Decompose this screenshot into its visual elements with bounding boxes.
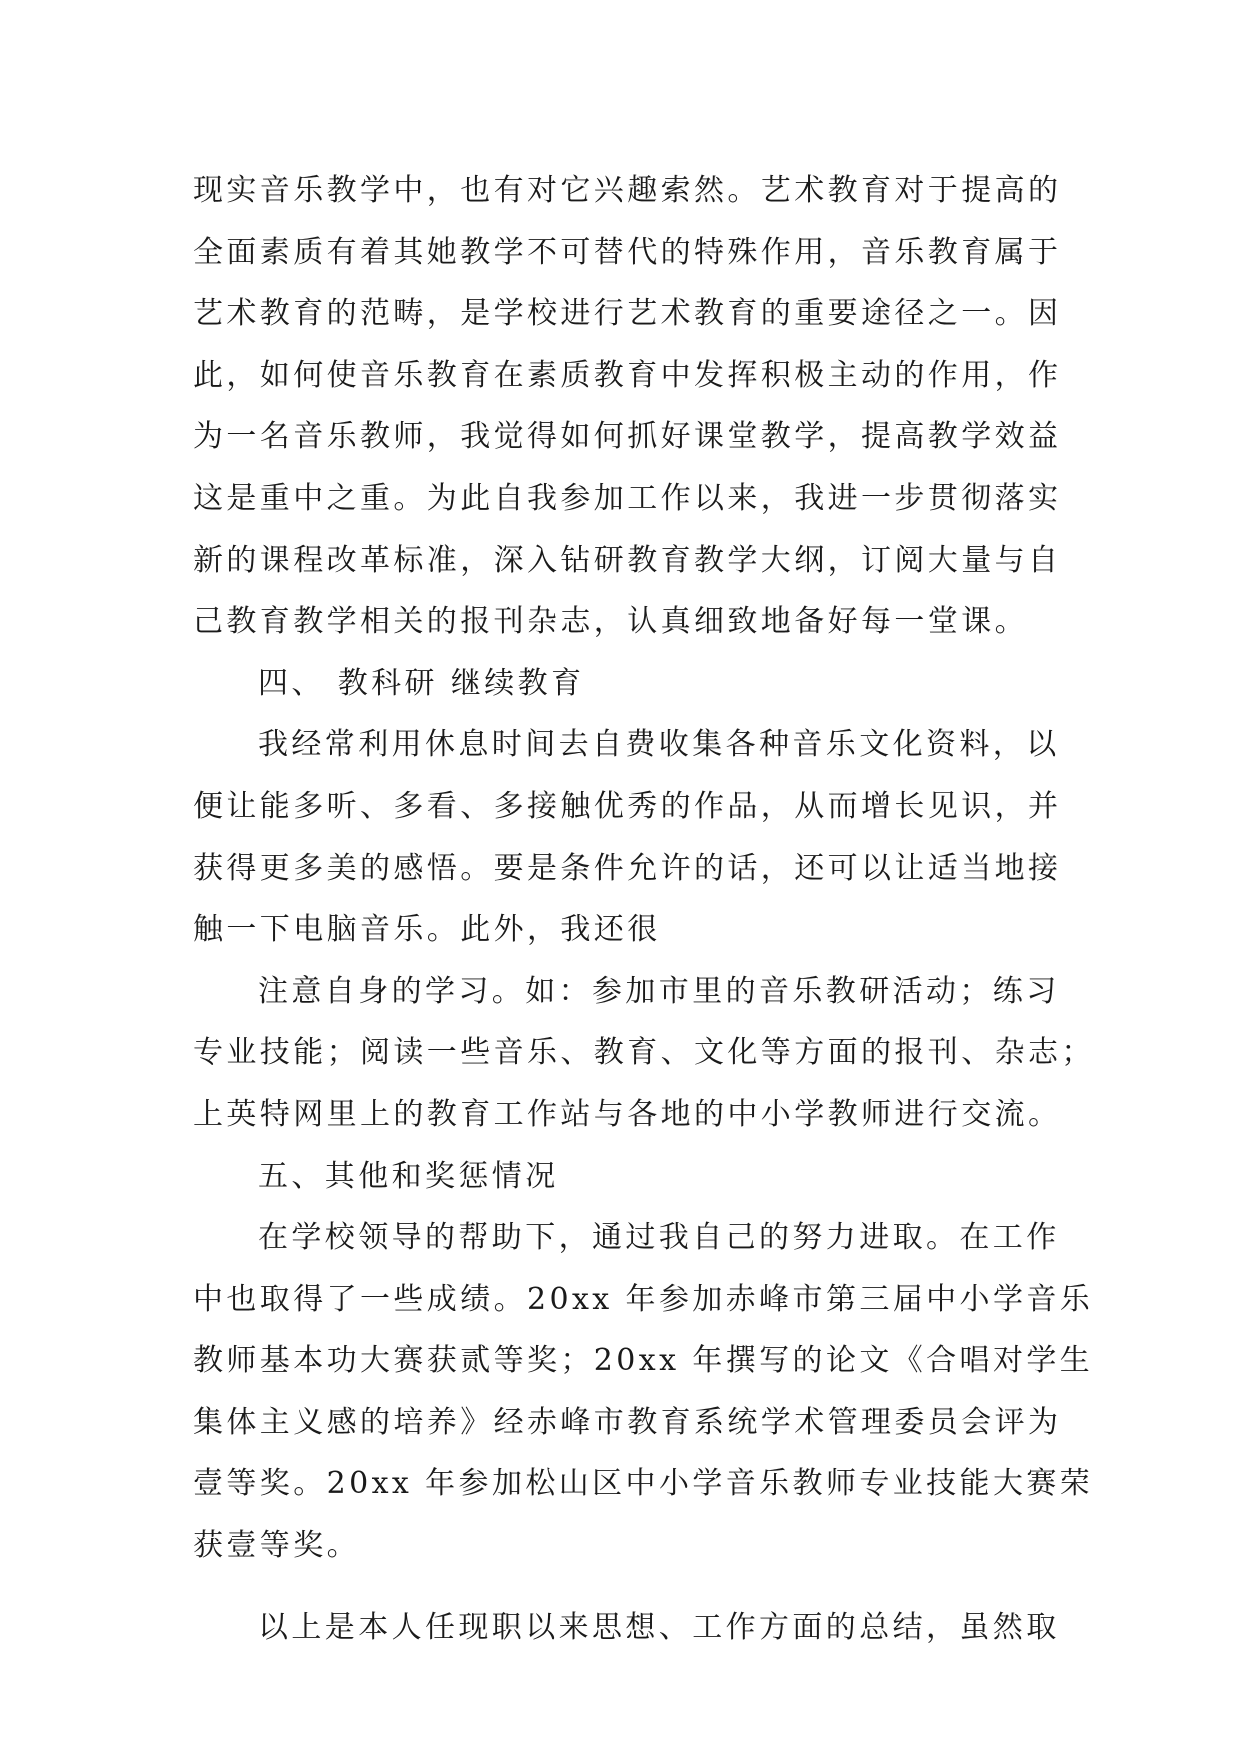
text-line: 中也取得了一些成绩。20xx 年参加赤峰市第三届中小学音乐 [193, 1281, 1094, 1317]
text-line: 便让能多听、多看、多接触优秀的作品，从而增长见识，并 [193, 788, 1062, 824]
text-line: 获得更多美的感悟。要是条件允许的话，还可以让适当地接 [193, 850, 1062, 886]
text-line: 在学校领导的帮助下，通过我自己的努力进取。在工作 [258, 1220, 1060, 1256]
text-line: 壹等奖。20xx 年参加松山区中小学音乐教师专业技能大赛荣 [193, 1466, 1094, 1502]
text-line: 艺术教育的范畴，是学校进行艺术教育的重要途径之一。因 [193, 296, 1062, 332]
text-line: 为一名音乐教师，我觉得如何抓好课堂教学，提高教学效益 [193, 419, 1062, 455]
text-line: 现实音乐教学中，也有对它兴趣索然。艺术教育对于提高的 [193, 173, 1062, 208]
text-line: 教师基本功大赛获贰等奖；20xx 年撰写的论文《合唱对学生 [193, 1343, 1094, 1379]
text-line: 专业技能；阅读一些音乐、教育、文化等方面的报刊、杂志； [193, 1035, 1095, 1071]
text-line: 己教育教学相关的报刊杂志，认真细致地备好每一堂课。 [193, 604, 1028, 640]
text-line: 上英特网里上的教育工作站与各地的中小学教师进行交流。 [193, 1096, 1062, 1132]
text-line: 触一下电脑音乐。此外，我还很 [193, 912, 661, 948]
text-line: 注意自身的学习。如：参加市里的音乐教研活动；练习 [258, 973, 1060, 1009]
section-heading: 四、 教科研 继续教育 [258, 665, 585, 701]
document-body [193, 160, 1095, 1658]
text-line: 以上是本人任现职以来思想、工作方面的总结，虽然取 [258, 1609, 1060, 1645]
text-line: 这是重中之重。为此自我参加工作以来，我进一步贯彻落实 [193, 480, 1062, 516]
text-line: 我经常利用休息时间去自费收集各种音乐文化资料，以 [258, 727, 1060, 763]
text-line: 获壹等奖。 [193, 1528, 360, 1564]
text-line: 新的课程改革标准，深入钻研教育教学大纲，订阅大量与自 [193, 542, 1062, 578]
paragraph-gap [193, 1577, 1073, 1597]
text-line: 集体主义感的培养》经赤峰市教育系统学术管理委员会评为 [193, 1404, 1062, 1440]
text-line: 全面素质有着其她教学不可替代的特殊作用，音乐教育属于 [193, 234, 1062, 270]
section-heading: 五、其他和奖惩情况 [258, 1158, 559, 1194]
text-line: 此，如何使音乐教育在素质教育中发挥积极主动的作用，作 [193, 357, 1062, 393]
